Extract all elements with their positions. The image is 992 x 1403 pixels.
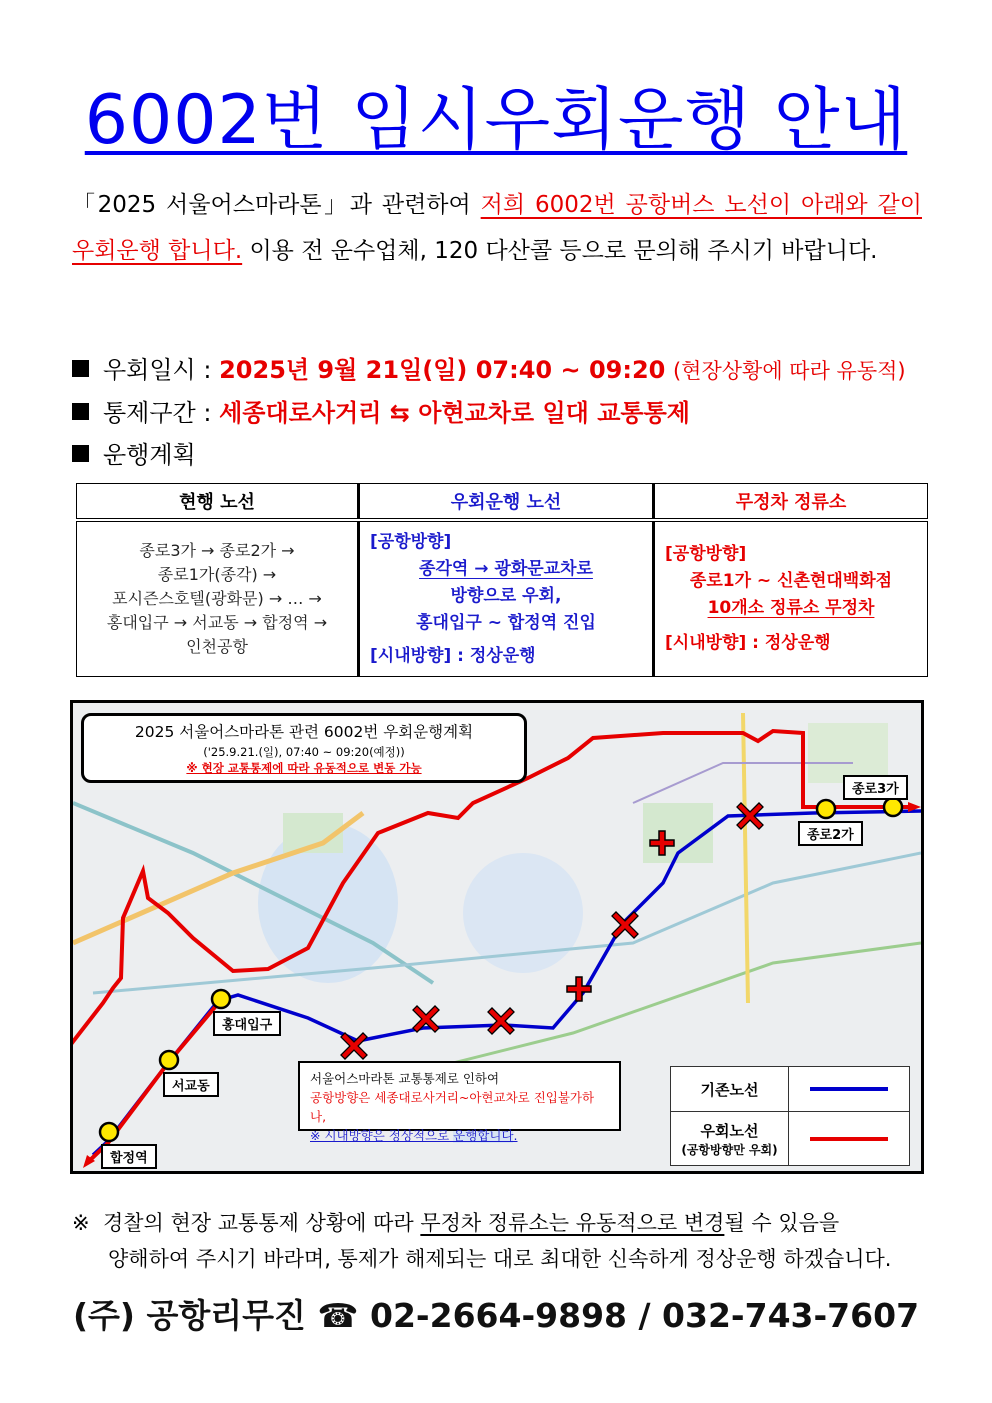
stop-marker-jongno2ga: [817, 800, 835, 818]
legend-existing-swatch: [789, 1067, 910, 1112]
header-detour-route: 우회운행 노선: [359, 484, 654, 521]
bullet-operation-plan: 운행계획: [72, 435, 196, 470]
stop-label-jongno2ga: 종로2가: [798, 821, 863, 846]
stop-label-hongdae: 홍대입구: [213, 1011, 281, 1036]
header-current-route: 현행 노선: [77, 484, 359, 521]
stop-marker-hapjeong: [100, 1123, 118, 1141]
map-header-box: 2025 서울어스마라톤 관련 6002번 우회운행계획 ('25.9.21.(일), 07:40 ~ 09:20(예정)) ※ 현장 교통통제에 따라 유동적으로 변동 가능: [81, 713, 527, 783]
footer-note: ※ 경찰의 현장 교통통제 상황에 따라 무정차 정류소는 유동적으로 변경될 수 있음을 양해하여 주시기 바라며, 통제가 해제되는 대로 최대한 신속하게 정상운행 하겠습니다.: [72, 1211, 892, 1271]
map-park: [808, 723, 888, 783]
contact-info: (주) 공항리무진 ☎ 02-2664-9898 / 032-743-7607: [72, 1296, 920, 1335]
square-bullet-icon: [72, 360, 89, 377]
no-stop-cell: [공항방향] 종로1가 ~ 신촌현대백화점 10개소 정류소 무정차 [시내방향] : 정상운행: [654, 520, 928, 677]
operation-plan-table: [76, 483, 928, 677]
intro-paragraph: 「2025 서울어스마라톤」과 관련하여 저희 6002번 공항버스 노선이 아래와 같이 우회운행 합니다. 이용 전 운수업체, 120 다산콜 등으로 문의해 주시기 바랍니다.: [72, 192, 922, 264]
stop-marker-jongno3ga: [884, 798, 902, 816]
stop-marker-seogyo: [160, 1051, 178, 1069]
map-notice-box: 서울어스마라톤 교통통제로 인하여 공항방향은 세종대로사거리~아현교차로 진입불가하나, ※ 시내방향은 정상적으로 운행합니다.: [298, 1061, 621, 1131]
stop-label-hapjeong: 합정역: [101, 1144, 157, 1169]
map-legend: [670, 1066, 910, 1166]
legend-detour-swatch: [789, 1112, 910, 1166]
phone-icon: ☎: [317, 1296, 359, 1335]
detour-route-cell: [공항방향] 종각역 → 광화문교차로 방향으로 우회, 홍대입구 ~ 합정역 진입 [시내방향] : 정상운행: [359, 520, 654, 677]
intro-highlight: 저희 6002번 공항버스 노선이 아래와 같이 우회운행 합니다.: [72, 192, 922, 264]
page-title: 6002번 임시우회운행 안내: [84, 81, 908, 160]
bullet-detour-time: 우회일시 : 2025년 9월 21일(일) 07:40 ~ 09:20 (현장상황에 따라 유동적): [72, 350, 906, 385]
legend-detour-label: 우회노선 (공항방향만 우회): [671, 1112, 789, 1166]
stop-marker-hongdae: [212, 990, 230, 1008]
square-bullet-icon: [72, 403, 89, 420]
route-map: [70, 700, 924, 1174]
legend-existing-label: 기존노선: [671, 1067, 789, 1112]
header-no-stop: 무정차 정류소: [654, 484, 928, 521]
stop-label-seogyo: 서교동: [163, 1072, 219, 1097]
square-bullet-icon: [72, 445, 89, 462]
stop-label-jongno3ga: 종로3가: [843, 775, 908, 800]
current-route-cell: 종로3가 → 종로2가 → 종로1가(종각) → 포시즌스호텔(광화문) → … → 홍대입구 → 서교동 → 합정역 → 인천공항: [77, 520, 359, 677]
bullet-control-section: 통제구간 : 세종대로사거리 ⇆ 아현교차로 일대 교통통제: [72, 393, 690, 428]
